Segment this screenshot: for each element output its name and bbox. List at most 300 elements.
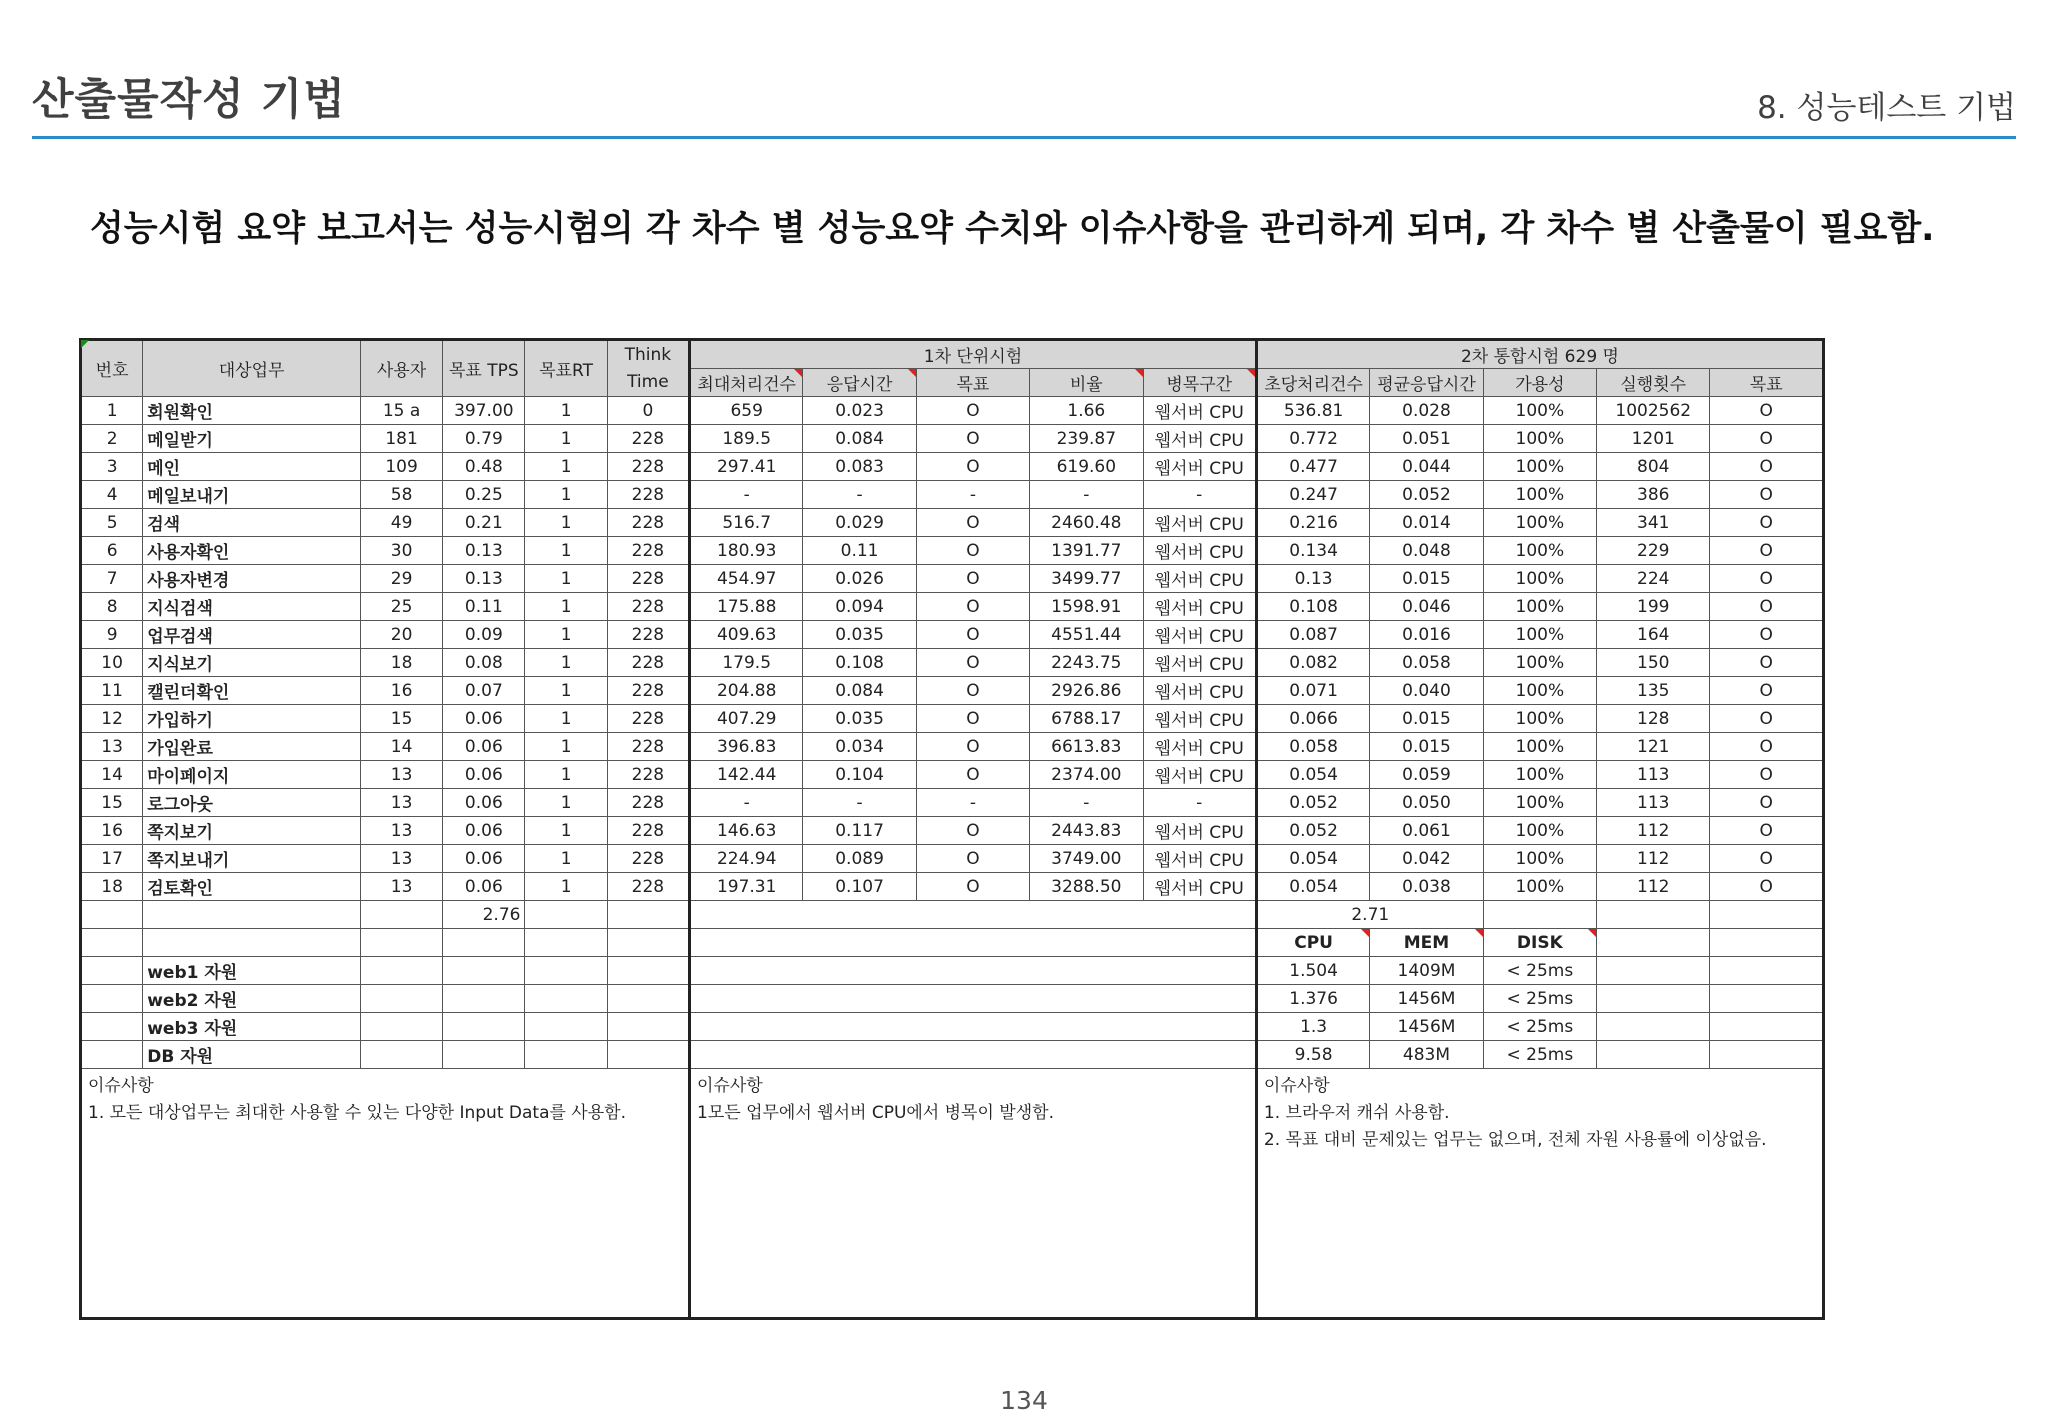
cell-r1-goal: O: [916, 845, 1029, 873]
cell-r2-goal: O: [1710, 481, 1824, 509]
cell-think: 228: [607, 593, 689, 621]
col-header-think-time: Think: [607, 340, 689, 369]
total-round2-tps: 2.71: [1256, 901, 1483, 929]
empty-cell: [443, 1041, 525, 1069]
empty-cell: [360, 957, 442, 985]
empty-cell: [443, 957, 525, 985]
cell-think: 228: [607, 537, 689, 565]
cell-r2-tps: 0.477: [1256, 453, 1369, 481]
cell-task: 업무검색: [143, 621, 361, 649]
cell-r1-bottle: 웹서버 CPU: [1143, 425, 1256, 453]
cell-users: 25: [360, 593, 442, 621]
cell-think: 228: [607, 565, 689, 593]
cell-r2-avg: 0.052: [1370, 481, 1483, 509]
cell-tps: 0.48: [443, 453, 525, 481]
cell-tps: 0.06: [443, 845, 525, 873]
cell-r2-avg: 0.048: [1370, 537, 1483, 565]
cell-r1-bottle: 웹서버 CPU: [1143, 733, 1256, 761]
cell-r2-avg: 0.050: [1370, 789, 1483, 817]
cell-r2-avail: 100%: [1483, 397, 1596, 425]
cell-r2-avg: 0.059: [1370, 761, 1483, 789]
cell-r2-runs: 224: [1597, 565, 1710, 593]
cell-r1-max: 454.97: [690, 565, 803, 593]
cell-rt: 1: [525, 677, 607, 705]
cell-r2-avg: 0.016: [1370, 621, 1483, 649]
cell-r1-resp: 0.11: [803, 537, 916, 565]
cell-think: 228: [607, 677, 689, 705]
cell-task: 메인: [143, 453, 361, 481]
cell-r1-max: 396.83: [690, 733, 803, 761]
cell-task: 가입하기: [143, 705, 361, 733]
totals-row: [81, 901, 1824, 929]
empty-cell: [1597, 901, 1710, 929]
empty-cell: [81, 957, 143, 985]
cell-rt: 1: [525, 509, 607, 537]
cell-r2-avg: 0.015: [1370, 565, 1483, 593]
table-row: [81, 789, 1824, 817]
cell-users: 29: [360, 565, 442, 593]
cell-r1-bottle: 웹서버 CPU: [1143, 817, 1256, 845]
empty-cell: [1710, 957, 1824, 985]
col-header-think-time-2: Time: [607, 369, 689, 397]
cell-r2-goal: O: [1710, 537, 1824, 565]
empty-cell: [81, 985, 143, 1013]
cell-tps: 0.06: [443, 817, 525, 845]
cell-no: 10: [81, 649, 143, 677]
empty-cell: [607, 985, 689, 1013]
cell-r1-max: 297.41: [690, 453, 803, 481]
cell-r1-resp: -: [803, 789, 916, 817]
cell-r2-goal: O: [1710, 397, 1824, 425]
empty-cell: [525, 901, 607, 929]
cell-r2-avail: 100%: [1483, 593, 1596, 621]
cell-r1-goal: O: [916, 621, 1029, 649]
table-row: [81, 677, 1824, 705]
cell-r1-max: -: [690, 789, 803, 817]
cell-r1-max: 189.5: [690, 425, 803, 453]
cell-r2-runs: 1201: [1597, 425, 1710, 453]
empty-cell: [607, 929, 689, 957]
cell-users: 13: [360, 789, 442, 817]
cell-users: 30: [360, 537, 442, 565]
col-header-users: 사용자: [360, 340, 442, 397]
empty-cell: [525, 1013, 607, 1041]
empty-cell: [607, 901, 689, 929]
cell-r2-avg: 0.042: [1370, 845, 1483, 873]
cell-r1-resp: 0.084: [803, 677, 916, 705]
empty-cell: [81, 901, 143, 929]
cell-rt: 1: [525, 537, 607, 565]
cell-r2-avg: 0.028: [1370, 397, 1483, 425]
table-row: [81, 397, 1824, 425]
cell-r1-resp: 0.035: [803, 621, 916, 649]
cell-rt: 1: [525, 873, 607, 901]
table-row: [81, 873, 1824, 901]
cell-r1-max: 197.31: [690, 873, 803, 901]
cell-task: 로그아웃: [143, 789, 361, 817]
cell-no: 16: [81, 817, 143, 845]
table-row: [81, 537, 1824, 565]
cell-r2-runs: 804: [1597, 453, 1710, 481]
cell-tps: 0.06: [443, 761, 525, 789]
cell-think: 228: [607, 453, 689, 481]
table-row: [81, 817, 1824, 845]
cell-task: 지식보기: [143, 649, 361, 677]
cell-r1-bottle: 웹서버 CPU: [1143, 509, 1256, 537]
cell-rt: 1: [525, 621, 607, 649]
col-header-r1-2: 목표: [916, 369, 1029, 397]
resource-header-cpu: CPU: [1256, 929, 1369, 957]
cell-rt: 1: [525, 397, 607, 425]
col-header-r2-1: 평균응답시간: [1370, 369, 1483, 397]
cell-r1-bottle: 웹서버 CPU: [1143, 537, 1256, 565]
resource-name: DB 자원: [143, 1041, 361, 1069]
cell-r2-avail: 100%: [1483, 453, 1596, 481]
cell-r1-bottle: 웹서버 CPU: [1143, 397, 1256, 425]
cell-task: 지식검색: [143, 593, 361, 621]
cell-rt: 1: [525, 733, 607, 761]
issue-line: 1. 브라우저 캐쉬 사용함.: [1263, 1103, 1450, 1123]
cell-r2-tps: 536.81: [1256, 397, 1369, 425]
cell-r1-ratio: 1391.77: [1030, 537, 1143, 565]
cell-r2-goal: O: [1710, 733, 1824, 761]
cell-r1-goal: O: [916, 761, 1029, 789]
cell-r2-goal: O: [1710, 621, 1824, 649]
cell-rt: 1: [525, 789, 607, 817]
cell-think: 228: [607, 509, 689, 537]
cell-r2-avg: 0.038: [1370, 873, 1483, 901]
round1-total-empty: [690, 901, 1257, 929]
issue-title: 이슈사항: [697, 1076, 763, 1096]
cell-r2-runs: 113: [1597, 789, 1710, 817]
cell-r2-tps: 0.108: [1256, 593, 1369, 621]
cell-r1-max: 142.44: [690, 761, 803, 789]
cell-r1-bottle: 웹서버 CPU: [1143, 593, 1256, 621]
cell-r2-tps: 0.772: [1256, 425, 1369, 453]
round1-header: 1차 단위시험: [690, 340, 1257, 369]
empty-cell: [443, 985, 525, 1013]
cell-task: 사용자변경: [143, 565, 361, 593]
cell-r1-resp: 0.026: [803, 565, 916, 593]
empty-cell: [1597, 1041, 1710, 1069]
cell-r2-runs: 112: [1597, 845, 1710, 873]
cell-think: 228: [607, 425, 689, 453]
empty-cell: [525, 957, 607, 985]
cell-r1-goal: O: [916, 537, 1029, 565]
cell-tps: 0.06: [443, 873, 525, 901]
page-number: 134: [1000, 1386, 1048, 1415]
cell-r2-goal: O: [1710, 649, 1824, 677]
cell-r1-goal: O: [916, 593, 1029, 621]
empty-cell: [525, 929, 607, 957]
cell-users: 14: [360, 733, 442, 761]
cell-think: 228: [607, 481, 689, 509]
cell-task: 검토확인: [143, 873, 361, 901]
resource-row: [81, 957, 1824, 985]
cell-rt: 1: [525, 817, 607, 845]
cell-r2-runs: 113: [1597, 761, 1710, 789]
cell-r2-avg: 0.040: [1370, 677, 1483, 705]
cell-r2-avail: 100%: [1483, 817, 1596, 845]
cell-task: 검색: [143, 509, 361, 537]
cell-r1-max: 407.29: [690, 705, 803, 733]
cell-r1-goal: O: [916, 677, 1029, 705]
cell-r1-resp: 0.035: [803, 705, 916, 733]
cell-r2-runs: 135: [1597, 677, 1710, 705]
col-header-task: 대상업무: [143, 340, 361, 397]
col-header-r2-4: 목표: [1710, 369, 1824, 397]
cell-r1-resp: 0.029: [803, 509, 916, 537]
resource-header-disk: DISK: [1483, 929, 1596, 957]
table-row: [81, 453, 1824, 481]
cell-r1-max: 224.94: [690, 845, 803, 873]
cell-no: 8: [81, 593, 143, 621]
cell-r1-bottle: -: [1143, 789, 1256, 817]
round1-empty: [690, 1041, 1257, 1069]
col-header-r2-2: 가용성: [1483, 369, 1596, 397]
cell-think: 228: [607, 733, 689, 761]
cell-r2-goal: O: [1710, 789, 1824, 817]
cell-task: 마이페이지: [143, 761, 361, 789]
cell-r2-tps: 0.066: [1256, 705, 1369, 733]
cell-no: 4: [81, 481, 143, 509]
round2-header: 2차 통합시험 629 명: [1256, 340, 1823, 369]
cell-r2-runs: 150: [1597, 649, 1710, 677]
cell-r2-goal: O: [1710, 817, 1824, 845]
cell-r2-avg: 0.058: [1370, 649, 1483, 677]
cell-think: 228: [607, 817, 689, 845]
issue-line: 1. 모든 대상업무는 최대한 사용할 수 있는 다양한 Input Data를 사용함.: [88, 1103, 626, 1123]
cell-tps: 0.11: [443, 593, 525, 621]
cell-r1-goal: -: [916, 481, 1029, 509]
resource-row: [81, 1013, 1824, 1041]
table-row: [81, 621, 1824, 649]
resource-disk: < 25ms: [1483, 1041, 1596, 1069]
resource-cpu: 9.58: [1256, 1041, 1369, 1069]
table-row: [81, 565, 1824, 593]
cell-r1-resp: -: [803, 481, 916, 509]
cell-think: 0: [607, 397, 689, 425]
empty-cell: [1483, 901, 1596, 929]
cell-r1-goal: O: [916, 817, 1029, 845]
table-row: [81, 425, 1824, 453]
cell-no: 18: [81, 873, 143, 901]
resource-mem: 483M: [1370, 1041, 1483, 1069]
table-row: [81, 509, 1824, 537]
cell-r2-goal: O: [1710, 873, 1824, 901]
cell-users: 13: [360, 873, 442, 901]
cell-r2-avail: 100%: [1483, 537, 1596, 565]
cell-users: 18: [360, 649, 442, 677]
cell-r2-avail: 100%: [1483, 677, 1596, 705]
cell-r1-bottle: 웹서버 CPU: [1143, 621, 1256, 649]
cell-r2-runs: 1002562: [1597, 397, 1710, 425]
resource-name: web3 자원: [143, 1013, 361, 1041]
cell-think: 228: [607, 761, 689, 789]
cell-rt: 1: [525, 649, 607, 677]
cell-r1-ratio: 6788.17: [1030, 705, 1143, 733]
col-header-no: 번호: [81, 340, 143, 397]
cell-r2-tps: 0.082: [1256, 649, 1369, 677]
col-header-target-tps: 목표 TPS: [443, 340, 525, 397]
cell-tps: 0.07: [443, 677, 525, 705]
cell-r1-resp: 0.034: [803, 733, 916, 761]
cell-rt: 1: [525, 425, 607, 453]
cell-r1-resp: 0.084: [803, 425, 916, 453]
cell-users: 20: [360, 621, 442, 649]
empty-cell: [1710, 901, 1824, 929]
empty-cell: [607, 1041, 689, 1069]
performance-summary-table: [79, 338, 1825, 1320]
cell-r1-ratio: -: [1030, 481, 1143, 509]
section-label: 8. 성능테스트 기법: [1757, 90, 2016, 126]
cell-r1-ratio: 3288.50: [1030, 873, 1143, 901]
cell-task: 가입완료: [143, 733, 361, 761]
cell-r1-goal: O: [916, 565, 1029, 593]
cell-r2-avail: 100%: [1483, 649, 1596, 677]
round1-empty: [690, 929, 1257, 957]
cell-r1-bottle: 웹서버 CPU: [1143, 873, 1256, 901]
cell-task: 회원확인: [143, 397, 361, 425]
cell-think: 228: [607, 873, 689, 901]
cell-tps: 0.13: [443, 565, 525, 593]
cell-users: 49: [360, 509, 442, 537]
cell-r1-resp: 0.089: [803, 845, 916, 873]
empty-cell: [360, 929, 442, 957]
col-header-r2-0: 초당처리건수: [1256, 369, 1369, 397]
cell-r1-goal: O: [916, 649, 1029, 677]
cell-r2-avg: 0.046: [1370, 593, 1483, 621]
cell-r1-goal: O: [916, 397, 1029, 425]
empty-cell: [443, 929, 525, 957]
col-header-r1-0: 최대처리건수: [690, 369, 803, 397]
cell-r1-resp: 0.023: [803, 397, 916, 425]
resource-mem: 1456M: [1370, 985, 1483, 1013]
cell-r2-avail: 100%: [1483, 733, 1596, 761]
cell-r2-avail: 100%: [1483, 481, 1596, 509]
table-row: [81, 733, 1824, 761]
cell-rt: 1: [525, 453, 607, 481]
cell-tps: 0.06: [443, 705, 525, 733]
cell-tps: 0.79: [443, 425, 525, 453]
cell-think: 228: [607, 705, 689, 733]
empty-cell: [81, 1013, 143, 1041]
cell-no: 14: [81, 761, 143, 789]
empty-cell: [360, 985, 442, 1013]
cell-r1-ratio: 1.66: [1030, 397, 1143, 425]
cell-users: 16: [360, 677, 442, 705]
cell-task: 쪽지보내기: [143, 845, 361, 873]
resource-disk: < 25ms: [1483, 1013, 1596, 1041]
cell-r2-avg: 0.044: [1370, 453, 1483, 481]
cell-no: 11: [81, 677, 143, 705]
resource-header-row: [81, 929, 1824, 957]
empty-cell: [143, 929, 361, 957]
cell-r2-runs: 386: [1597, 481, 1710, 509]
cell-r1-max: 659: [690, 397, 803, 425]
cell-r2-avail: 100%: [1483, 621, 1596, 649]
cell-no: 17: [81, 845, 143, 873]
cell-r2-tps: 0.052: [1256, 817, 1369, 845]
cell-r2-avg: 0.051: [1370, 425, 1483, 453]
cell-users: 58: [360, 481, 442, 509]
cell-tps: 0.08: [443, 649, 525, 677]
table-row: [81, 845, 1824, 873]
resource-cpu: 1.3: [1256, 1013, 1369, 1041]
cell-rt: 1: [525, 481, 607, 509]
cell-r1-ratio: 619.60: [1030, 453, 1143, 481]
cell-r2-tps: 0.058: [1256, 733, 1369, 761]
cell-r2-avail: 100%: [1483, 705, 1596, 733]
cell-r1-ratio: 2243.75: [1030, 649, 1143, 677]
issue-line: 2. 목표 대비 문제있는 업무는 없으며, 전체 자원 사용률에 이상없음.: [1263, 1130, 1767, 1150]
cell-r2-runs: 112: [1597, 873, 1710, 901]
cell-tps: 0.06: [443, 789, 525, 817]
cell-r2-goal: O: [1710, 705, 1824, 733]
cell-r1-resp: 0.107: [803, 873, 916, 901]
cell-r1-resp: 0.108: [803, 649, 916, 677]
cell-r2-runs: 121: [1597, 733, 1710, 761]
cell-r2-goal: O: [1710, 509, 1824, 537]
empty-cell: [360, 1041, 442, 1069]
cell-r2-tps: 0.054: [1256, 873, 1369, 901]
cell-rt: 1: [525, 761, 607, 789]
cell-r1-bottle: 웹서버 CPU: [1143, 705, 1256, 733]
cell-no: 3: [81, 453, 143, 481]
cell-r1-bottle: 웹서버 CPU: [1143, 565, 1256, 593]
cell-r1-ratio: -: [1030, 789, 1143, 817]
cell-r2-tps: 0.052: [1256, 789, 1369, 817]
cell-no: 1: [81, 397, 143, 425]
cell-r1-max: 516.7: [690, 509, 803, 537]
cell-r1-resp: 0.083: [803, 453, 916, 481]
cell-r2-goal: O: [1710, 453, 1824, 481]
empty-cell: [525, 1041, 607, 1069]
cell-r1-goal: -: [916, 789, 1029, 817]
cell-tps: 397.00: [443, 397, 525, 425]
cell-r1-ratio: 2374.00: [1030, 761, 1143, 789]
cell-r1-max: 409.63: [690, 621, 803, 649]
col-header-r1-4: 병목구간: [1143, 369, 1256, 397]
resource-mem: 1409M: [1370, 957, 1483, 985]
col-header-r1-1: 응답시간: [803, 369, 916, 397]
empty-cell: [1710, 929, 1824, 957]
empty-cell: [607, 1013, 689, 1041]
cell-no: 7: [81, 565, 143, 593]
table-row: [81, 649, 1824, 677]
cell-task: 쪽지보기: [143, 817, 361, 845]
issues-middle: [690, 1069, 1257, 1319]
resource-header-mem: MEM: [1370, 929, 1483, 957]
cell-r1-goal: O: [916, 425, 1029, 453]
cell-r2-goal: O: [1710, 425, 1824, 453]
cell-no: 2: [81, 425, 143, 453]
cell-rt: 1: [525, 845, 607, 873]
empty-cell: [1710, 1013, 1824, 1041]
cell-r2-avg: 0.061: [1370, 817, 1483, 845]
empty-cell: [360, 1013, 442, 1041]
issue-title: 이슈사항: [1263, 1076, 1330, 1096]
empty-cell: [1597, 929, 1710, 957]
cell-r1-max: 146.63: [690, 817, 803, 845]
cell-r1-resp: 0.094: [803, 593, 916, 621]
empty-cell: [1597, 957, 1710, 985]
cell-r2-tps: 0.134: [1256, 537, 1369, 565]
empty-cell: [81, 1041, 143, 1069]
cell-tps: 0.21: [443, 509, 525, 537]
round1-empty: [690, 957, 1257, 985]
cell-r1-ratio: 6613.83: [1030, 733, 1143, 761]
